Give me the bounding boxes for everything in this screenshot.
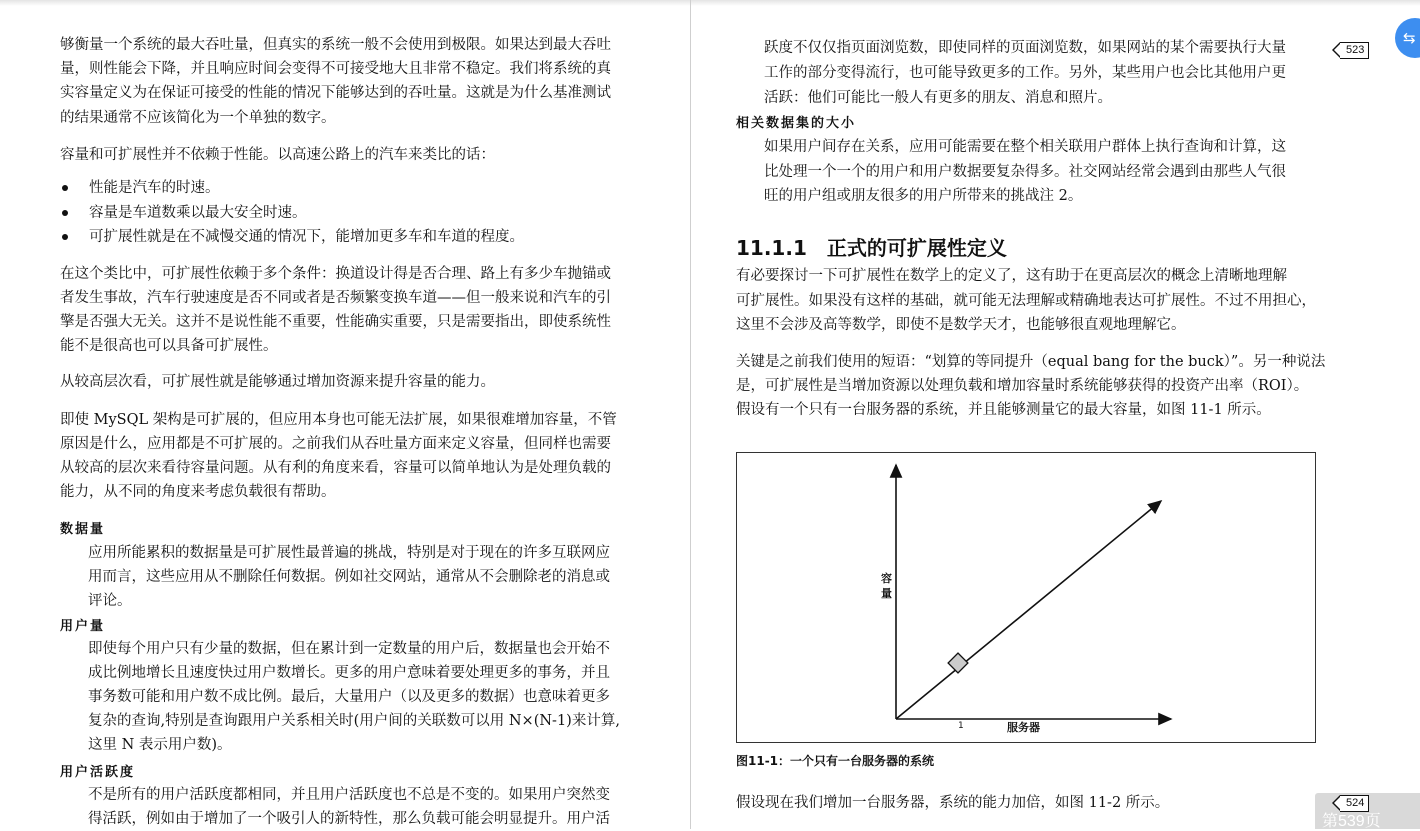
text-line: 旺的用户组或朋友很多的用户所带来的挑战注 2。 [764,188,1083,204]
capacity-chart [737,453,1317,744]
x-axis-label: 服务器 [1007,721,1040,734]
text-line: 能力，从不同的角度来考虑负载很有帮助。 [60,484,336,500]
text-line: 即使 MySQL 架构是可扩展的，但应用本身也可能无法扩展，如果很难增加容量，不管 [60,412,617,428]
text-line: 用而言，这些应用从不删除任何数据。例如社交网站，通常从不会删除老的消息或 [88,569,610,585]
text-line: 即使每个用户只有少量的数据，但在累计到一定数量的用户后，数据量也会开始不 [88,641,610,657]
data-point [948,653,968,673]
text-line: 者发生事故，汽车行驶速度是否不同或者是否频繁变换车道——但一般来说和汽车的引 [60,290,611,306]
section-title: 11.1.1 正式的可扩展性定义 [736,236,1007,260]
text-line: 擎是否强大无关。这并不是说性能不重要，性能确实重要，只是需要指出，即使系统性 [60,314,611,330]
x-tick-1: 1 [958,721,964,731]
figure-caption: 图11-1：一个只有一台服务器的系统 [736,754,935,768]
text-line: 评论。 [88,593,132,609]
text-line: 这里 N 表示用户数)。 [88,737,232,753]
margin-page-number-523: 523 [1340,42,1369,59]
text-line: 成比例地增长且速度快过用户数增长。更多的用户意味着要处理更多的事务，并且 [88,665,610,681]
text-line: 有必要探讨一下可扩展性在数学上的定义了，这有助于在更高层次的概念上清晰地理解 [736,268,1287,284]
text-line: 可扩展性。如果没有这样的基础，就可能无法理解或精确地表达可扩展性。不过不用担心， [736,292,1316,309]
text-line: 是，可扩展性是当增加资源以处理负载和增加容量时系统能够获得的投资产出率（ROI）。 [736,378,1309,394]
text-line: 如果用户间存在关系，应用可能需要在整个相关联用户群体上执行查询和计算，这 [764,139,1286,155]
subheading: 用户量 [60,619,106,634]
subheading: 相关数据集的大小 [736,116,857,131]
text-line: 从较高的层次来看待容量问题。从有利的角度来看，容量可以简单地认为是处理负载的 [60,460,611,476]
text-line: 假设现在我们增加一台服务器，系统的能力加倍，如图 11-2 所示。 [736,795,1170,811]
page-divider [690,0,691,829]
viewer-top-edge [0,0,1420,6]
text-line: 实容量定义为在保证可接受的性能的情况下能够达到的吞吐量。这就是为什么基准测试 [60,85,611,102]
text-line: 容量和可扩展性并不依赖于性能。以高速公路上的汽车来类比的话： [60,147,495,163]
bullet-icon [62,234,68,240]
text-line: 事务数可能和用户数不成比例。最后，大量用户（以及更多的数据）也意味着更多 [88,689,610,705]
bullet-icon [62,210,68,216]
text-line: 应用所能累积的数据量是可扩展性最普遍的挑战，特别是对于现在的许多互联网应 [88,545,610,561]
text-line: 活跃：他们可能比一般人有更多的朋友、消息和照片。 [764,90,1112,106]
page-indicator-text: 第539页 [1322,813,1381,830]
text-line: 关键是之前我们使用的短语：“划算的等同提升（equal bang for the buck）”。另一种说法 [736,354,1326,370]
text-line: 比处理一个一个的用户和用户数据要复杂得多。社交网站经常会遇到由那些人气很 [764,163,1286,180]
text-line: 复杂的查询,特别是查询跟用户关系相关时(用户间的关联数可以用 N×(N-1)来计算, [88,713,620,729]
text-line: 的结果通常不应该简化为一个单独的数字。 [60,109,336,126]
text-line: 够衡量一个系统的最大吞吐量，但真实的系统一般不会使用到极限。如果达到最大吞吐 [60,37,611,53]
text-line: 不是所有的用户活跃度都相同，并且用户活跃度也不总是不变的。如果用户突然变 [88,787,610,803]
text-line: 得活跃，例如由于增加了一个吸引人的新特性，那么负载可能会明显提升。用户活 [88,810,610,827]
text-line: 量，则性能会下降，并且响应时间会变得不可接受地大且非常不稳定。我们将系统的真 [60,61,611,78]
text-line: 在这个类比中，可扩展性依赖于多个条件：换道设计得是否合理、路上有多少车抛锚或 [60,266,611,282]
bullet-item: 可扩展性就是在不减慢交通的情况下，能增加更多车和车道的程度。 [89,229,524,245]
subheading: 数据量 [60,522,106,537]
text-line: 能不是很高也可以具备可扩展性。 [60,338,278,354]
text-line: 从较高层次看，可扩展性就是能够通过增加资源来提升容量的能力。 [60,374,495,390]
text-line: 假设有一个只有一台服务器的系统，并且能够测量它的最大容量，如图 11-1 所示。 [736,402,1271,418]
text-line: 跃度不仅仅指页面浏览数，即使同样的页面浏览数，如果网站的某个需要执行大量 [764,40,1286,56]
bullet-item: 性能是汽车的时速。 [89,180,220,196]
capacity-line [896,501,1161,719]
text-line: 原因是什么，应用都是不可扩展的。之前我们从吞吐量方面来定义容量，但同样也需要 [60,436,611,452]
translate-icon[interactable]: ⇆ [1395,18,1420,58]
text-line: 工作的部分变得流行，也可能导致更多的工作。另外，某些用户也会比其他用户更 [764,65,1286,81]
subheading: 用户活跃度 [60,765,136,780]
bullet-icon [62,185,68,191]
text-line: 这里不会涉及高等数学，即使不是数学天才，也能够很直观地理解它。 [736,317,1186,333]
margin-page-number-524: 524 [1340,795,1369,812]
y-axis-label: 容量 [881,572,892,600]
bullet-item: 容量是车道数乘以最大安全时速。 [89,204,307,221]
figure-11-1 [736,452,1316,743]
